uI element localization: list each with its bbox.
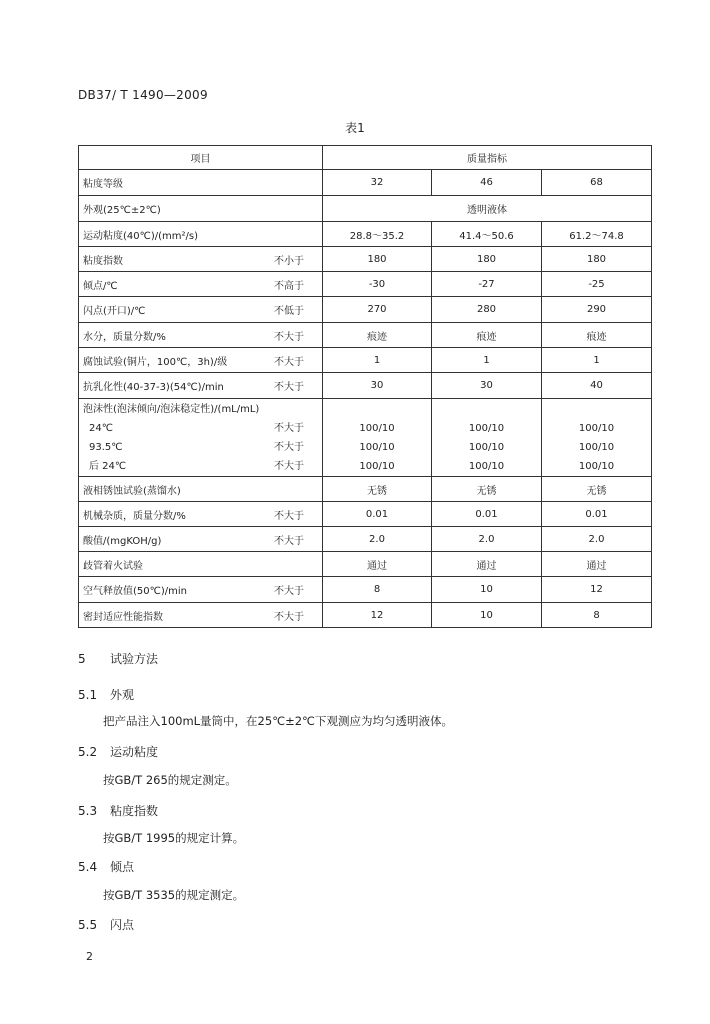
table-cell: 12: [542, 577, 652, 603]
row-label: 水分，质量分数/%: [83, 331, 166, 343]
row-limit: 不大于: [274, 441, 304, 453]
row-limit: 不小于: [274, 255, 304, 267]
section-heading-5-4: 5.4 倾点: [78, 860, 135, 874]
table-row: [79, 323, 652, 348]
table-cell: 痕迹: [542, 323, 652, 348]
row-label: 粘度指数: [83, 255, 123, 267]
row-label: 泡沫性(泡沫倾向/泡沫稳定性)/(mL/mL): [83, 403, 260, 415]
table-cell: 61.2～74.8: [542, 222, 652, 247]
row-label: 液相锈蚀试验(蒸馏水): [83, 485, 181, 497]
section-heading-5: 5 试验方法: [78, 652, 159, 666]
table-row: [79, 527, 652, 552]
row-limit: 不大于: [274, 586, 304, 597]
row-limit: 不大于: [274, 382, 304, 393]
table-cell: 28.8～35.2: [323, 222, 432, 247]
table-cell: 100/10: [359, 460, 395, 472]
row-label: 倾点/℃: [83, 280, 118, 292]
table-cell: 痕迹: [432, 323, 542, 348]
row-label: 外观(25℃±2℃): [79, 196, 323, 222]
table-cell: 100/10: [468, 422, 505, 434]
row-limit: 不大于: [274, 611, 304, 623]
table-cell: 41.4～50.6: [432, 222, 542, 247]
paragraph-5-1: 把产品注入100mL量筒中，在25℃±2℃下观测应为均匀透明液体。: [103, 714, 453, 728]
table-cell: 无锈: [432, 477, 542, 502]
table-cell: 无锈: [323, 477, 432, 502]
table-cell: 68: [542, 170, 652, 196]
table-header-row: [79, 146, 652, 170]
table-cell: 32: [323, 170, 432, 196]
row-label: 闪点(开口)/℃: [83, 306, 146, 317]
table-cell: 10: [432, 577, 542, 603]
sub-label: 93.5℃: [89, 441, 123, 453]
row-label: 粘度等级: [79, 170, 323, 196]
table-row: [79, 502, 652, 527]
sub-label: 24℃: [89, 422, 113, 434]
table-cell: 12: [323, 603, 432, 628]
sub-label: 后 24℃: [89, 460, 127, 472]
table-cell: 180: [432, 247, 542, 272]
table-cell: 100/10: [359, 422, 395, 434]
table-cell: 通过: [323, 552, 432, 577]
table-cell: 无锈: [542, 477, 652, 502]
table-cell: 0.01: [542, 502, 652, 527]
table-cell: 1: [432, 348, 542, 373]
row-limit: 不大于: [274, 356, 304, 368]
table-cell: 30: [432, 373, 542, 399]
table-cell: 100/10: [578, 460, 615, 472]
table-cell: 100/10: [468, 460, 505, 472]
table-row: [79, 348, 652, 373]
table-cell: 180: [542, 247, 652, 272]
table-cell: 2.0: [432, 527, 542, 552]
row-limit: 不大于: [274, 510, 304, 522]
table-cell: 透明液体: [323, 196, 652, 222]
section-heading-5-2: 5.2 运动粘度: [78, 745, 159, 759]
row-label: 腐蚀试验(铜片，100℃，3h)/级: [83, 356, 228, 368]
row-label: 抗乳化性(40-37-3)(54℃)/min: [83, 382, 224, 393]
table-cell: 通过: [432, 552, 542, 577]
paragraph-5-2: 按GB/T 265的规定测定。: [103, 773, 237, 787]
table-cell: 2.0: [542, 527, 652, 552]
table-cell: 8: [542, 603, 652, 628]
row-limit: 不高于: [274, 280, 304, 292]
row-label: 机械杂质，质量分数/%: [83, 510, 186, 522]
table-cell: -25: [542, 272, 652, 297]
section-heading-5-5: 5.5 闪点: [78, 918, 135, 932]
table-row: [79, 577, 652, 603]
row-label: 歧管着火试验: [83, 560, 143, 572]
table-cell: -30: [323, 272, 432, 297]
row-label: 运动粘度(40℃)/(mm²/s): [83, 230, 198, 242]
row-limit: 不大于: [274, 422, 304, 434]
table-row: [79, 297, 652, 323]
section-heading-5-1: 5.1 外观: [78, 688, 135, 702]
specification-table: [78, 145, 652, 628]
column-header-quality: 质量指标: [323, 146, 652, 170]
page-number: 2: [86, 950, 93, 963]
table-row: [79, 477, 652, 502]
row-label: 密封适应性能指数: [83, 611, 163, 623]
table-cell: 280: [432, 297, 542, 323]
paragraph-5-3: 按GB/T 1995的规定计算。: [103, 831, 245, 845]
table-caption: 表1: [345, 121, 365, 135]
row-limit: 不大于: [274, 535, 304, 547]
table-cell: 0.01: [323, 502, 432, 527]
table-cell: -27: [432, 272, 542, 297]
column-header-item: 项目: [79, 146, 323, 170]
section-heading-5-3: 5.3 粘度指数: [78, 804, 159, 818]
row-limit: 不大于: [274, 331, 304, 343]
table-row: [79, 247, 652, 272]
table-cell: 10: [432, 603, 542, 628]
table-cell: 30: [323, 373, 432, 399]
table-row: [79, 272, 652, 297]
table-cell: 100/10: [578, 422, 615, 434]
table-row: [79, 603, 652, 628]
table-cell: 100/10: [468, 441, 505, 453]
document-header-code: DB37/ T 1490—2009: [78, 88, 208, 102]
row-limit: 不低于: [274, 306, 304, 317]
foam-row: [79, 399, 652, 477]
table-cell: 270: [323, 297, 432, 323]
table-cell: 痕迹: [323, 323, 432, 348]
row-limit: 不大于: [274, 460, 304, 472]
table-cell: 1: [323, 348, 432, 373]
row-label: 空气释放值(50℃)/min: [83, 586, 187, 597]
table-cell: 通过: [542, 552, 652, 577]
table-cell: 2.0: [323, 527, 432, 552]
table-cell: 8: [323, 577, 432, 603]
table-cell: 0.01: [432, 502, 542, 527]
table-row: [79, 196, 652, 222]
table-cell: 100/10: [578, 441, 615, 453]
table-cell: 40: [542, 373, 652, 399]
table-row: [79, 373, 652, 399]
table-row: [79, 170, 652, 196]
table-cell: 290: [542, 297, 652, 323]
table-cell: 1: [542, 348, 652, 373]
table-cell: 46: [432, 170, 542, 196]
table-cell: 100/10: [359, 441, 395, 453]
paragraph-5-4: 按GB/T 3535的规定测定。: [103, 888, 245, 902]
table-cell: 180: [323, 247, 432, 272]
row-label: 酸值/(mgKOH/g): [83, 535, 162, 547]
table-row: [79, 222, 652, 247]
table-row: [79, 552, 652, 577]
